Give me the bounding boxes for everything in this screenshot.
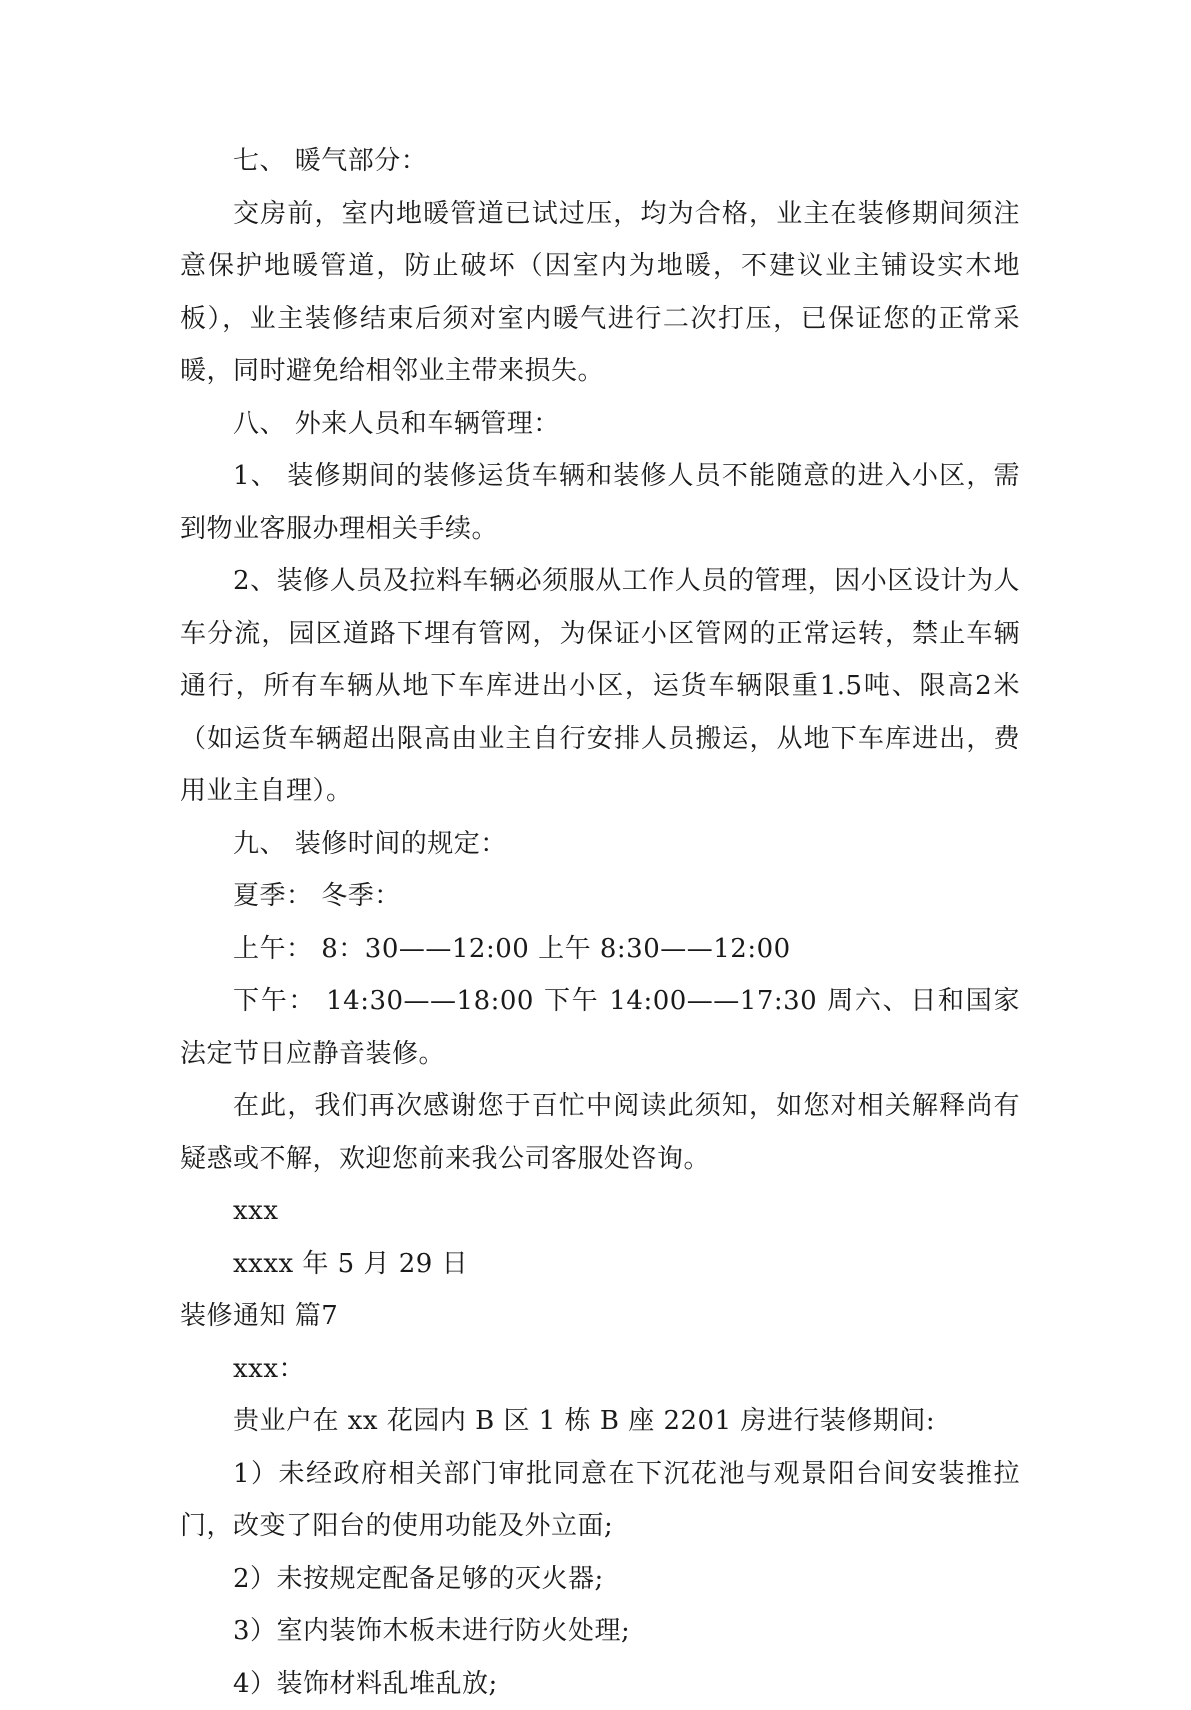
paragraph-thanks: 在此，我们再次感谢您于百忙中阅读此须知，如您对相关解释尚有疑惑或不解，欢迎您前来我公司客服处咨询。 (180, 1080, 1020, 1185)
notice-item-3: 3）室内装饰木板未进行防火处理; (180, 1605, 1020, 1658)
section-heading-heating: 七、 暖气部分： (180, 135, 1020, 188)
paragraph-visitors-1: 1、 装修期间的装修运货车辆和装修人员不能随意的进入小区，需到物业客服办理相关手续。 (180, 450, 1020, 555)
paragraph-seasons: 夏季： 冬季： (180, 870, 1020, 923)
notice-item-1: 1）未经政府相关部门审批同意在下沉花池与观景阳台间安装推拉门，改变了阳台的使用功能及外立面; (180, 1448, 1020, 1553)
section-heading-hours: 九、 装修时间的规定： (180, 818, 1020, 871)
notice-item-2: 2）未按规定配备足够的灭火器; (180, 1553, 1020, 1606)
paragraph-heating: 交房前，室内地暖管道已试过压，均为合格，业主在装修期间须注意保护地暖管道，防止破坏（因室内为地暖，不建议业主铺设实木地板），业主装修结束后须对室内暖气进行二次打压，已保证您的正常采暖，同时避免给相邻业主带来损失。 (180, 188, 1020, 398)
notice-salutation: xxx： (180, 1343, 1020, 1396)
section-heading-visitors: 八、 外来人员和车辆管理： (180, 398, 1020, 451)
document-body (180, 135, 1020, 1710)
signature-date: xxxx 年 5 月 29 日 (180, 1238, 1020, 1291)
notice-intro: 贵业户在 xx 花园内 B 区 1 栋 B 座 2201 房进行装修期间: (180, 1395, 1020, 1448)
signature-name: xxx (180, 1185, 1020, 1238)
notice-title: 装修通知 篇7 (180, 1290, 1020, 1343)
paragraph-visitors-2: 2、装修人员及拉料车辆必须服从工作人员的管理，因小区设计为人车分流，园区道路下埋有管网，为保证小区管网的正常运转，禁止车辆通行，所有车辆从地下车库进出小区，运货车辆限重1.5吨、限高2米（如运货车辆超出限高由业主自行安排人员搬运，从地下车库进出，费用业主自理）。 (180, 555, 1020, 818)
notice-item-4: 4）装饰材料乱堆乱放; (180, 1658, 1020, 1710)
paragraph-afternoon-hours: 下午： 14:30——18:00 下午 14:00——17:30 周六、日和国家法定节日应静音装修。 (180, 975, 1020, 1080)
paragraph-morning-hours: 上午： 8：30——12:00 上午 8:30——12:00 (180, 923, 1020, 976)
